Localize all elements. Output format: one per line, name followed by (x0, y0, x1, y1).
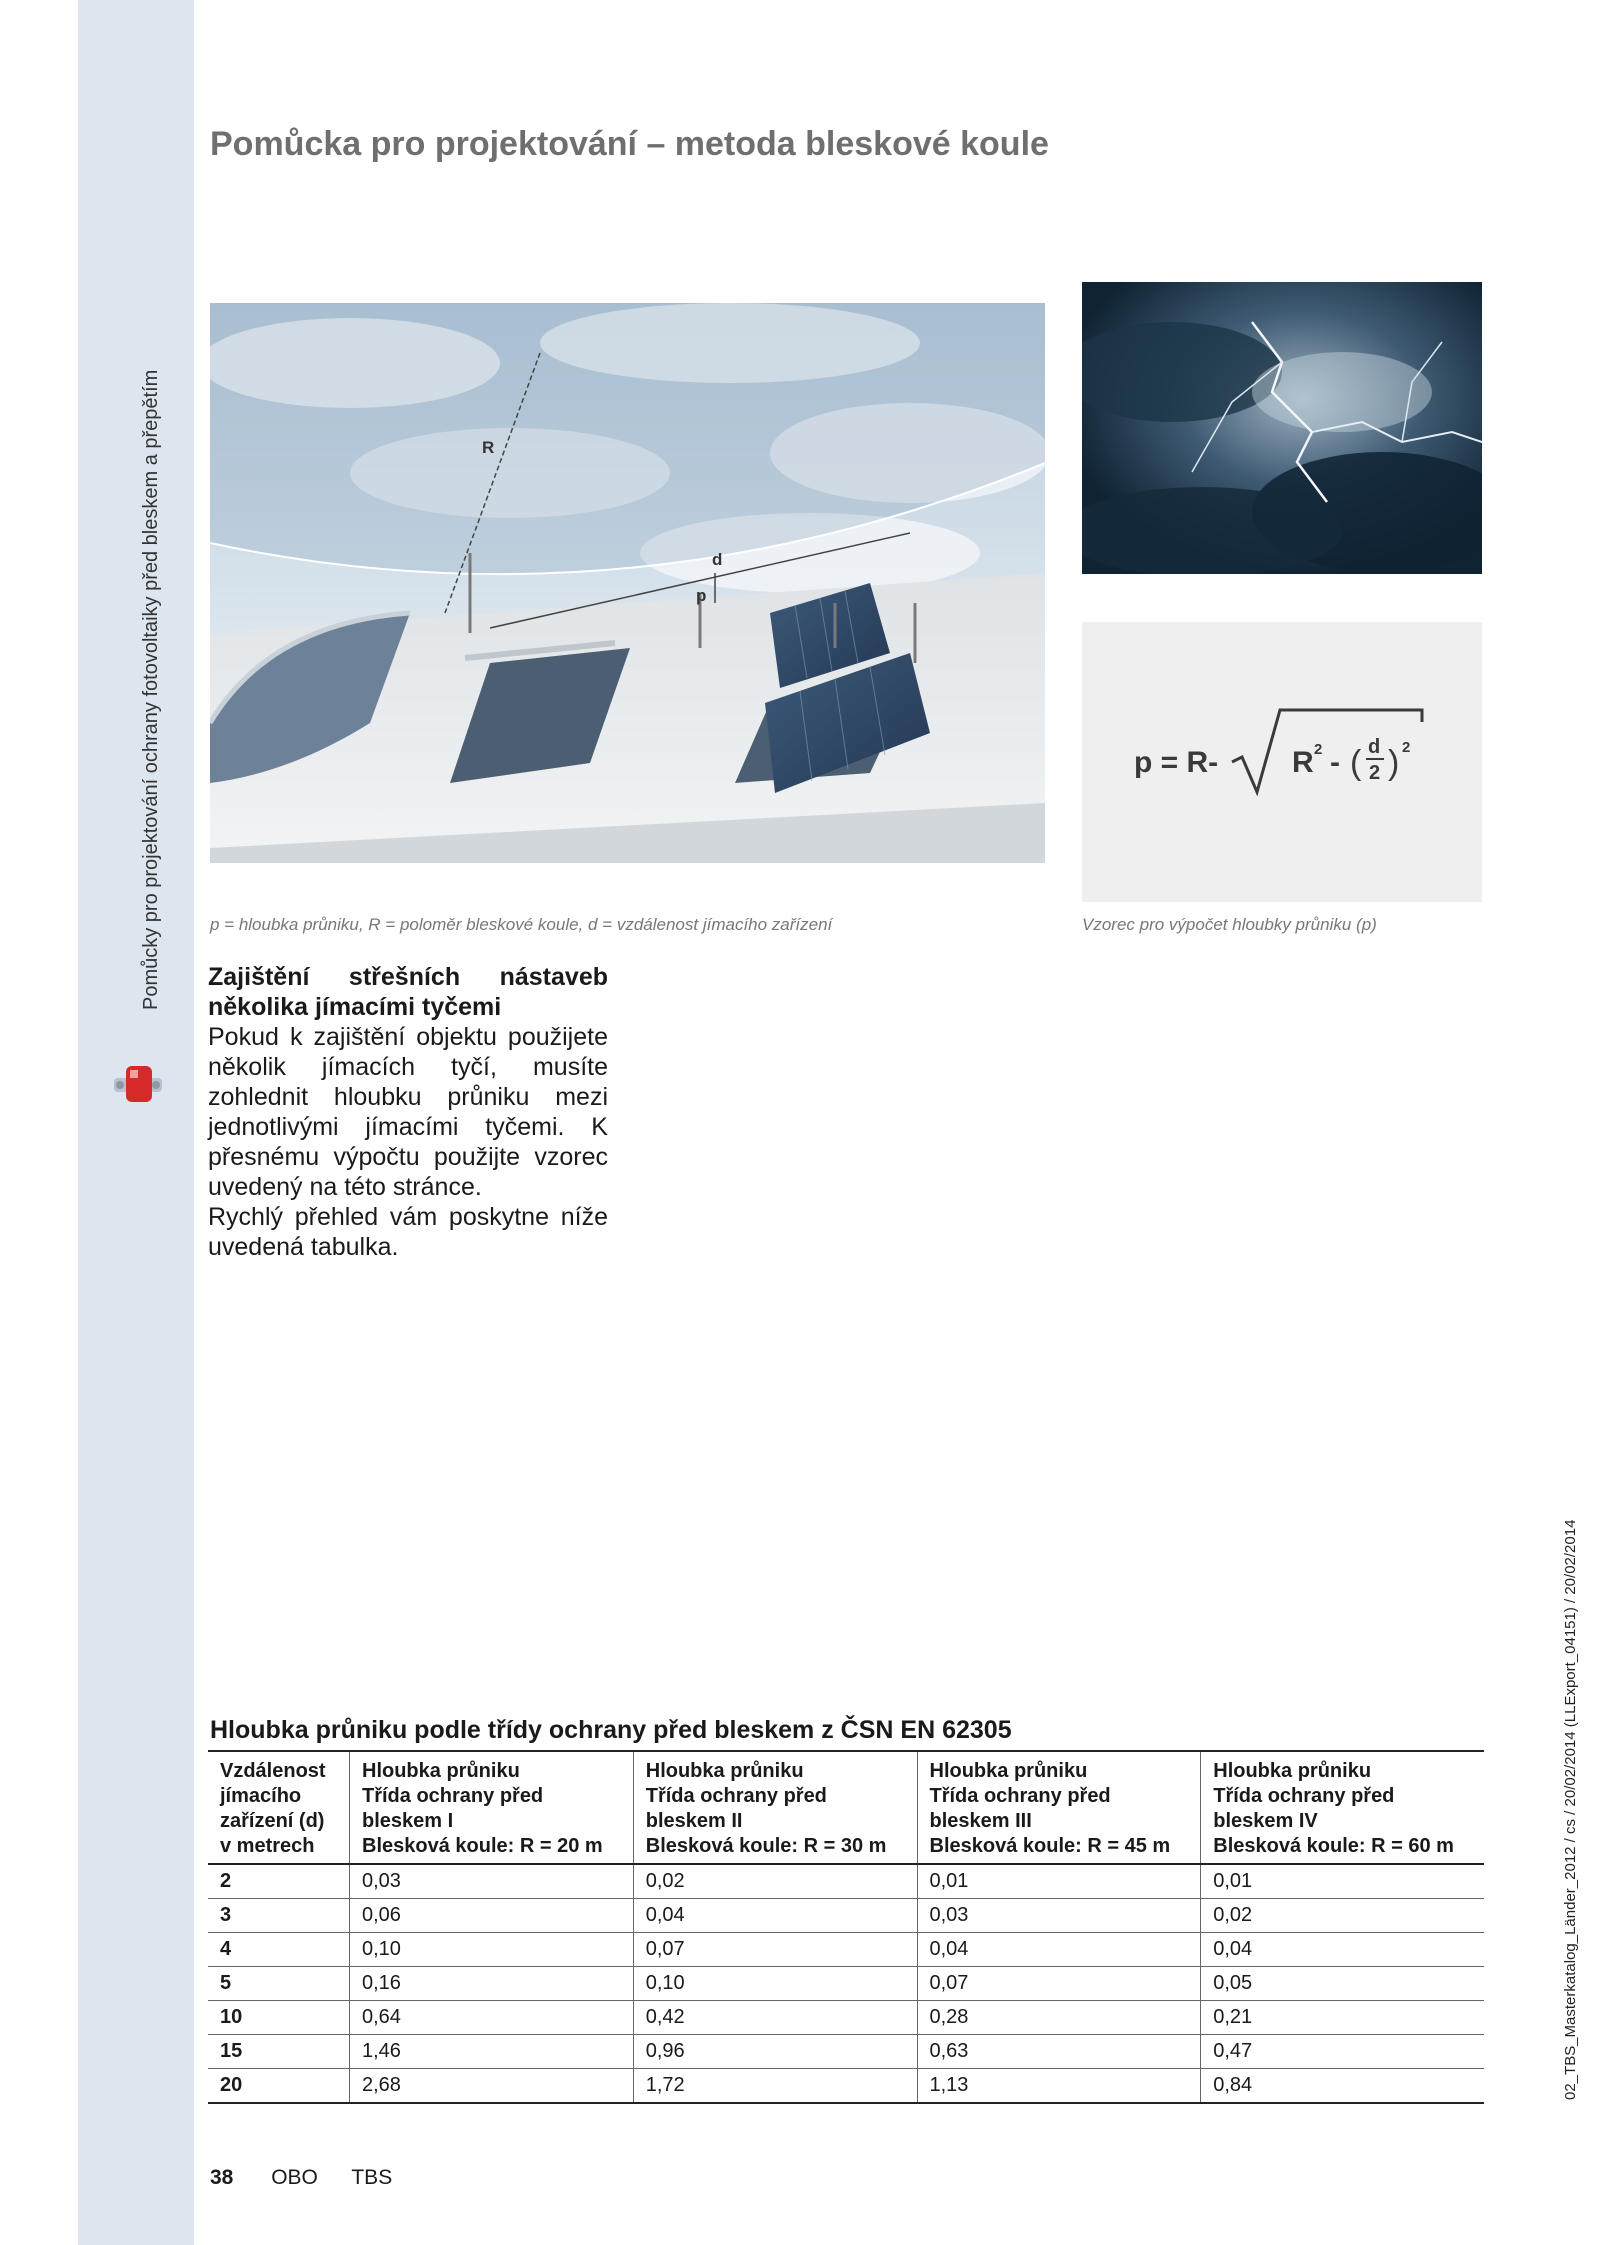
table-cell: 0,02 (633, 1864, 917, 1899)
lightning-protection-product-icon (110, 1060, 166, 1108)
formula-image (1082, 622, 1482, 902)
table-cell: 0,16 (350, 1967, 634, 2001)
table-cell: 0,06 (350, 1899, 634, 1933)
label-d: d (712, 550, 723, 569)
svg-text:R: R (1292, 746, 1314, 779)
page-footer (210, 2166, 392, 2190)
table-cell: 20 (208, 2069, 350, 2104)
lightning-storm-image (1082, 282, 1482, 574)
table-cell: 0,47 (1201, 2035, 1484, 2069)
table-cell: 2,68 (350, 2069, 634, 2104)
section-heading: Zajištění střešních nástaveb několika jímacími tyčemi (208, 963, 608, 1021)
table-cell: 0,42 (633, 2001, 917, 2035)
table-cell: 0,01 (1201, 1864, 1484, 1899)
table-cell: 0,96 (633, 2035, 917, 2069)
table-cell: 1,46 (350, 2035, 634, 2069)
table-row (208, 1864, 1484, 1899)
svg-text:2: 2 (1369, 762, 1381, 784)
table-cell: 15 (208, 2035, 350, 2069)
table-cell: 0,01 (917, 1864, 1201, 1899)
table-cell: 2 (208, 1864, 350, 1899)
table-cell: 0,21 (1201, 2001, 1484, 2035)
table-header-row (208, 1751, 1484, 1864)
svg-text:p = R-: p = R- (1134, 746, 1219, 779)
table-row (208, 1899, 1484, 1933)
table-cell: 0,64 (350, 2001, 634, 2035)
table-cell: 0,04 (633, 1899, 917, 1933)
table-cell: 0,10 (633, 1967, 917, 2001)
penetration-depth-formula (1082, 622, 1482, 902)
table-cell: 0,02 (1201, 1899, 1484, 1933)
svg-text:(: ( (1350, 744, 1362, 782)
table-cell: 0,07 (917, 1967, 1201, 2001)
table-cell: 1,72 (633, 2069, 917, 2104)
formula-caption: Vzorec pro výpočet hloubky průniku (p) (1082, 915, 1377, 934)
table-cell: 0,05 (1201, 1967, 1484, 2001)
header-class-1: Hloubka průniku Třída ochrany před bleskem I Blesková koule: R = 20 m (350, 1751, 634, 1864)
table-row (208, 1967, 1484, 2001)
table-cell: 0,03 (917, 1899, 1201, 1933)
table-cell: 3 (208, 1899, 350, 1933)
footer-brand-obo: OBO (271, 2166, 318, 2189)
section-body: Pokud k zajištění objektu použijete několik jímacích tyčí, musíte zohlednit hloubku průniku mezi jednotlivými jímacími tyčemi. K přesnému výpočtu použijte vzorec uvedený na této stránce. (208, 1023, 608, 1201)
main-figure-caption: p = hloubka průniku, R = poloměr bleskové koule, d = vzdálenost jímacího zařízení (210, 915, 833, 934)
table-cell: 0,28 (917, 2001, 1201, 2035)
label-r: R (482, 438, 495, 457)
table-cell: 10 (208, 2001, 350, 2035)
table-cell: 0,03 (350, 1864, 634, 1899)
storm-photo (1082, 282, 1482, 574)
table-row (208, 2069, 1484, 2104)
side-band (78, 0, 194, 2245)
table-cell: 0,04 (917, 1933, 1201, 1967)
header-class-2: Hloubka průniku Třída ochrany před bleskem II Blesková koule: R = 30 m (633, 1751, 917, 1864)
header-class-4: Hloubka průniku Třída ochrany před bleskem IV Blesková koule: R = 60 m (1201, 1751, 1484, 1864)
header-distance: Vzdálenost jímacího zařízení (d) v metrech (208, 1751, 350, 1864)
table-cell: 4 (208, 1933, 350, 1967)
document-reference-vertical: 02_TBS_Masterkatalog_Länder_2012 / cs / 20/02/2014 (LLExport_04151) / 20/02/2014 (1562, 1519, 1579, 2100)
sidebar-vertical-text: Pomůcky pro projektování ochrany fotovoltaiky před bleskem a přepětím (140, 369, 162, 1010)
rolling-sphere-illustration (210, 303, 1045, 863)
svg-text:): ) (1388, 744, 1400, 782)
svg-text:2: 2 (1402, 739, 1411, 756)
label-p: p (696, 586, 707, 605)
table-cell: 0,63 (917, 2035, 1201, 2069)
table-cell: 0,04 (1201, 1933, 1484, 1967)
penetration-depth-table (208, 1750, 1484, 2104)
header-class-3: Hloubka průniku Třída ochrany před bleskem III Blesková koule: R = 45 m (917, 1751, 1201, 1864)
section-text (208, 962, 608, 1262)
svg-text:d: d (1368, 736, 1381, 758)
table-cell: 0,07 (633, 1933, 917, 1967)
table-cell: 0,84 (1201, 2069, 1484, 2104)
table-row (208, 2001, 1484, 2035)
section-body-2: Rychlý přehled vám poskytne níže uvedená tabulka. (208, 1203, 608, 1261)
table-row (208, 2035, 1484, 2069)
table-cell: 5 (208, 1967, 350, 2001)
svg-text:2: 2 (1314, 741, 1323, 758)
page-number: 38 (210, 2166, 234, 2189)
table-title: Hloubka průniku podle třídy ochrany před bleskem z ČSN EN 62305 (210, 1716, 1012, 1744)
footer-brand-tbs: TBS (351, 2166, 393, 2189)
svg-text:-: - (1330, 746, 1340, 779)
page-title: Pomůcka pro projektování – metoda bleskové koule (210, 125, 1049, 163)
table-row (208, 1933, 1484, 1967)
rooftop-photo (210, 303, 1045, 863)
table-cell: 1,13 (917, 2069, 1201, 2104)
table-cell: 0,10 (350, 1933, 634, 1967)
